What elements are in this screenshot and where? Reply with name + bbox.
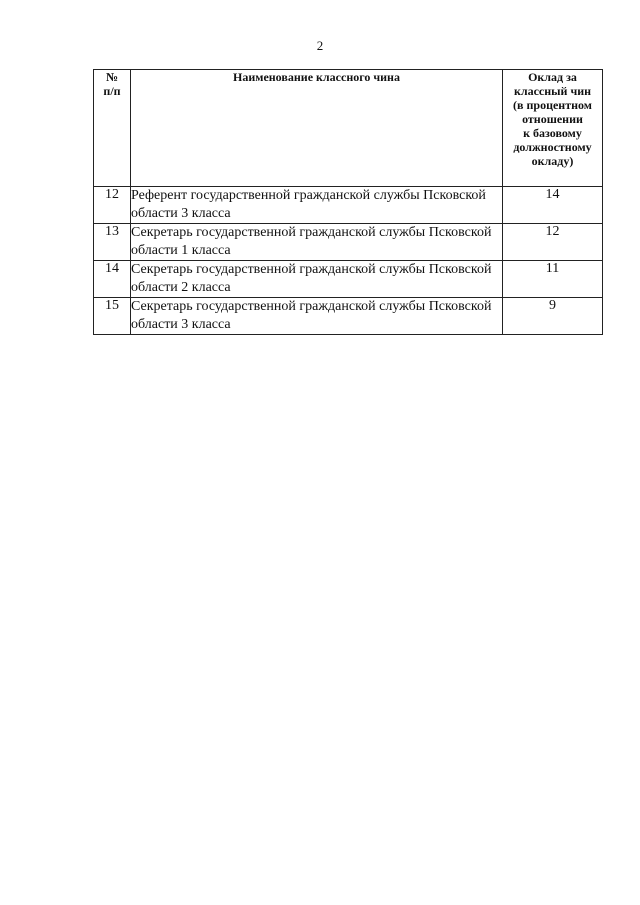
header-salary-line: отношении [522,112,583,126]
row-number: 12 [94,187,131,224]
salary-percent: 14 [503,187,603,224]
page-number: 2 [316,38,324,53]
salary-percent: 11 [503,261,603,298]
salary-percent: 12 [503,224,603,261]
header-number [94,70,131,187]
salary-percent: 9 [503,298,603,335]
header-salary-line: окладу) [531,154,574,168]
header-salary-line: Оклад за [528,70,577,84]
row-number: 14 [94,261,131,298]
header-salary-line: к базовому [523,126,582,140]
row-number: 15 [94,298,131,335]
rank-name: Референт государственной гражданской службы Псковской области 3 класса [131,187,503,224]
table-row [94,261,603,298]
header-rank-name: Наименование классного чина [131,70,503,187]
header-number-abbr: п/п [103,84,121,98]
header-salary [503,70,603,187]
rank-name: Секретарь государственной гражданской службы Псковской области 3 класса [131,298,503,335]
header-salary-line: должностному [513,140,592,154]
header-number-symbol: № [105,70,119,84]
row-number: 13 [94,224,131,261]
class-rank-table [93,69,603,335]
header-salary-line: классный чин [513,84,592,98]
rank-name: Секретарь государственной гражданской службы Псковской области 2 класса [131,261,503,298]
header-salary-line: (в процентном [513,98,592,112]
table-row [94,224,603,261]
table-header-row [94,70,603,187]
table-row [94,298,603,335]
rank-name: Секретарь государственной гражданской службы Псковской области 1 класса [131,224,503,261]
table-row [94,187,603,224]
